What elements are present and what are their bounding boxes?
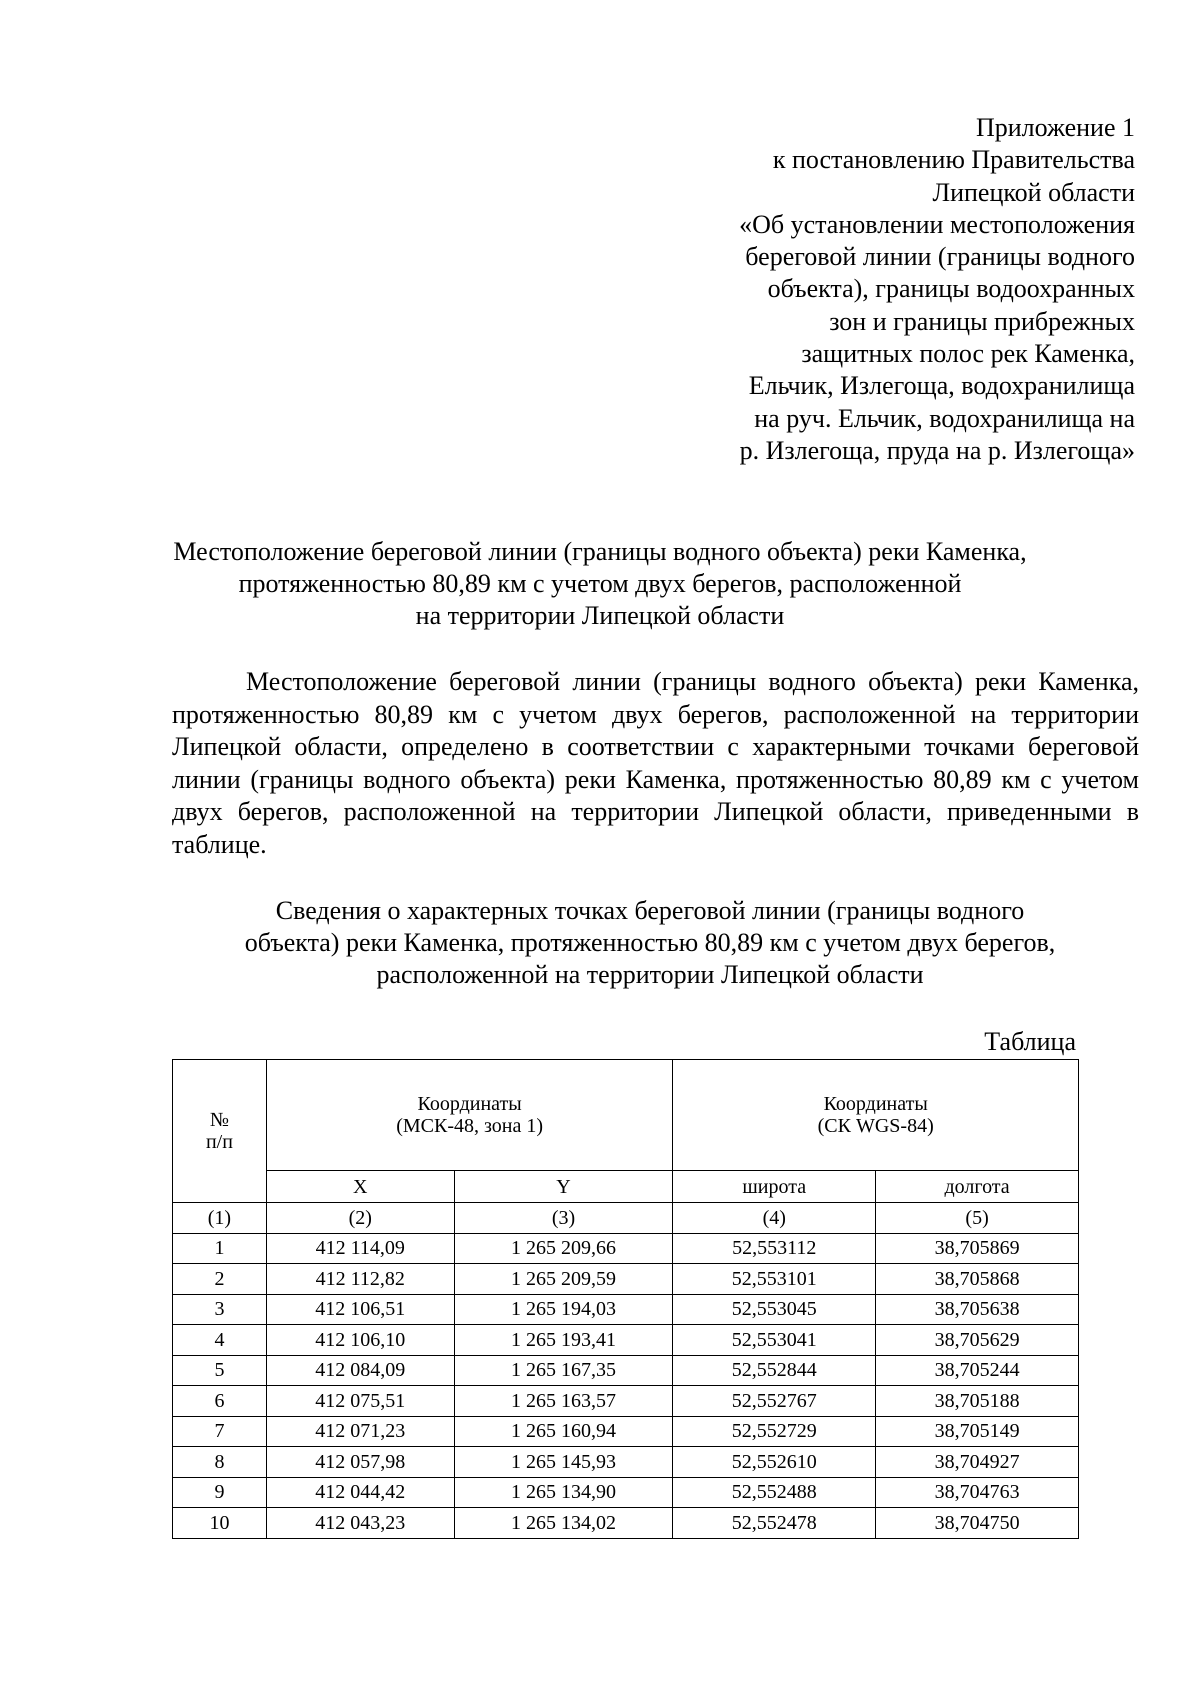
column-index-cell: (1) <box>173 1203 267 1234</box>
header-group-msk-system: (МСК-48, зона 1) <box>396 1115 544 1137</box>
table-row <box>173 1416 1079 1447</box>
cell-longitude: 38,705868 <box>876 1264 1079 1295</box>
cell-y: 1 265 194,03 <box>454 1294 673 1325</box>
cell-y: 1 265 163,57 <box>454 1386 673 1417</box>
cell-latitude: 52,553045 <box>673 1294 876 1325</box>
cell-number: 5 <box>173 1355 267 1386</box>
appendix-line: Липецкой области <box>932 177 1135 207</box>
title-line: Местоположение береговой линии (границы водного объекта) реки Каменка, <box>173 537 1027 566</box>
table-row <box>173 1294 1079 1325</box>
header-y: Y <box>454 1171 673 1203</box>
cell-x: 412 057,98 <box>266 1447 454 1478</box>
cell-number: 4 <box>173 1325 267 1356</box>
column-index-row <box>173 1203 1079 1234</box>
table-row <box>173 1508 1079 1539</box>
cell-latitude: 52,552844 <box>673 1355 876 1386</box>
cell-longitude: 38,704763 <box>876 1477 1079 1508</box>
appendix-line: р. Излегоща, пруда на р. Излегоща» <box>739 435 1135 465</box>
table-title-line: расположенной на территории Липецкой области <box>376 960 924 989</box>
cell-latitude: 52,552488 <box>673 1477 876 1508</box>
appendix-line: Приложение 1 <box>975 113 1135 142</box>
header-group-msk-title: Координаты <box>417 1093 522 1115</box>
cell-y: 1 265 134,02 <box>454 1508 673 1539</box>
cell-longitude: 38,705869 <box>876 1233 1079 1264</box>
table-title-line: Сведения о характерных точках береговой линии (границы водного <box>275 896 1025 925</box>
cell-x: 412 044,42 <box>266 1477 454 1508</box>
table-row <box>173 1264 1079 1295</box>
cell-latitude: 52,553112 <box>673 1233 876 1264</box>
table-row <box>173 1233 1079 1264</box>
table-row <box>173 1477 1079 1508</box>
cell-y: 1 265 209,66 <box>454 1233 673 1264</box>
cell-number: 10 <box>173 1508 267 1539</box>
header-number-sign: № <box>209 1109 229 1131</box>
cell-x: 412 084,09 <box>266 1355 454 1386</box>
cell-latitude: 52,552610 <box>673 1447 876 1478</box>
cell-x: 412 106,10 <box>266 1325 454 1356</box>
header-longitude: долгота <box>876 1171 1079 1203</box>
appendix-line: объекта), границы водоохранных <box>767 274 1135 304</box>
cell-longitude: 38,704750 <box>876 1508 1079 1539</box>
cell-x: 412 071,23 <box>266 1416 454 1447</box>
column-index-cell: (3) <box>454 1203 673 1234</box>
cell-longitude: 38,705188 <box>876 1386 1079 1417</box>
cell-x: 412 075,51 <box>266 1386 454 1417</box>
appendix-line: зон и границы прибрежных <box>829 306 1135 336</box>
header-group-wgs-title: Координаты <box>823 1093 928 1115</box>
header-group-wgs <box>673 1060 1079 1171</box>
cell-longitude: 38,705638 <box>876 1294 1079 1325</box>
cell-latitude: 52,552767 <box>673 1386 876 1417</box>
cell-latitude: 52,553041 <box>673 1325 876 1356</box>
cell-latitude: 52,552478 <box>673 1508 876 1539</box>
cell-latitude: 52,552729 <box>673 1416 876 1447</box>
cell-longitude: 38,705244 <box>876 1355 1079 1386</box>
cell-x: 412 043,23 <box>266 1508 454 1539</box>
header-x: X <box>266 1171 454 1203</box>
appendix-line: защитных полос рек Каменка, <box>801 339 1135 369</box>
table-title <box>170 895 1130 991</box>
table-title-line: объекта) реки Каменка, протяженностью 80,89 км с учетом двух берегов, <box>244 928 1056 957</box>
appendix-line: Ельчик, Излегоща, водохранилища <box>748 371 1135 401</box>
cell-longitude: 38,705149 <box>876 1416 1079 1447</box>
cell-latitude: 52,553101 <box>673 1264 876 1295</box>
cell-number: 8 <box>173 1447 267 1478</box>
column-index-cell: (5) <box>876 1203 1079 1234</box>
coordinates-table <box>172 1059 1079 1539</box>
header-group-msk <box>266 1060 672 1171</box>
appendix-line: к постановлению Правительства <box>772 145 1135 175</box>
cell-y: 1 265 134,90 <box>454 1477 673 1508</box>
table-row <box>173 1325 1079 1356</box>
column-index-cell: (4) <box>673 1203 876 1234</box>
header-group-wgs-system: (СК WGS-84) <box>817 1115 934 1137</box>
cell-y: 1 265 193,41 <box>454 1325 673 1356</box>
cell-y: 1 265 209,59 <box>454 1264 673 1295</box>
cell-number: 3 <box>173 1294 267 1325</box>
column-index-cell: (2) <box>266 1203 454 1234</box>
title-line: протяженностью 80,89 км с учетом двух берегов, расположенной <box>238 569 962 598</box>
body-paragraph: Местоположение береговой линии (границы водного объекта) реки Каменка, протяженностью 80,89 км с учетом двух берегов, расположенной на территории Липецкой области, определено в соответствии с характерными точками береговой линии (границы водного объекта) реки Каменка, протяженностью 80,89 км с учетом двух берегов, расположенной на территории Липецкой области, приведенными в таблице. <box>172 667 1139 859</box>
header-latitude: широта <box>673 1171 876 1203</box>
appendix-line: береговой линии (границы водного <box>745 242 1135 272</box>
cell-longitude: 38,705629 <box>876 1325 1079 1356</box>
cell-x: 412 112,82 <box>266 1264 454 1295</box>
cell-x: 412 106,51 <box>266 1294 454 1325</box>
appendix-header <box>515 112 1135 467</box>
cell-number: 9 <box>173 1477 267 1508</box>
cell-number: 1 <box>173 1233 267 1264</box>
cell-y: 1 265 167,35 <box>454 1355 673 1386</box>
cell-number: 2 <box>173 1264 267 1295</box>
title-line: на территории Липецкой области <box>415 601 785 630</box>
header-number <box>173 1060 267 1203</box>
appendix-line: «Об установлении местоположения <box>739 209 1135 239</box>
cell-number: 7 <box>173 1416 267 1447</box>
cell-x: 412 114,09 <box>266 1233 454 1264</box>
cell-y: 1 265 160,94 <box>454 1416 673 1447</box>
cell-y: 1 265 145,93 <box>454 1447 673 1478</box>
cell-number: 6 <box>173 1386 267 1417</box>
cell-longitude: 38,704927 <box>876 1447 1079 1478</box>
table-label: Таблица <box>984 1027 1076 1056</box>
table-row <box>173 1447 1079 1478</box>
table-row <box>173 1355 1079 1386</box>
header-number-label: п/п <box>205 1131 233 1153</box>
table-row <box>173 1386 1079 1417</box>
appendix-line: на руч. Ельчик, водохранилища на <box>754 403 1135 433</box>
document-title <box>120 536 1080 632</box>
